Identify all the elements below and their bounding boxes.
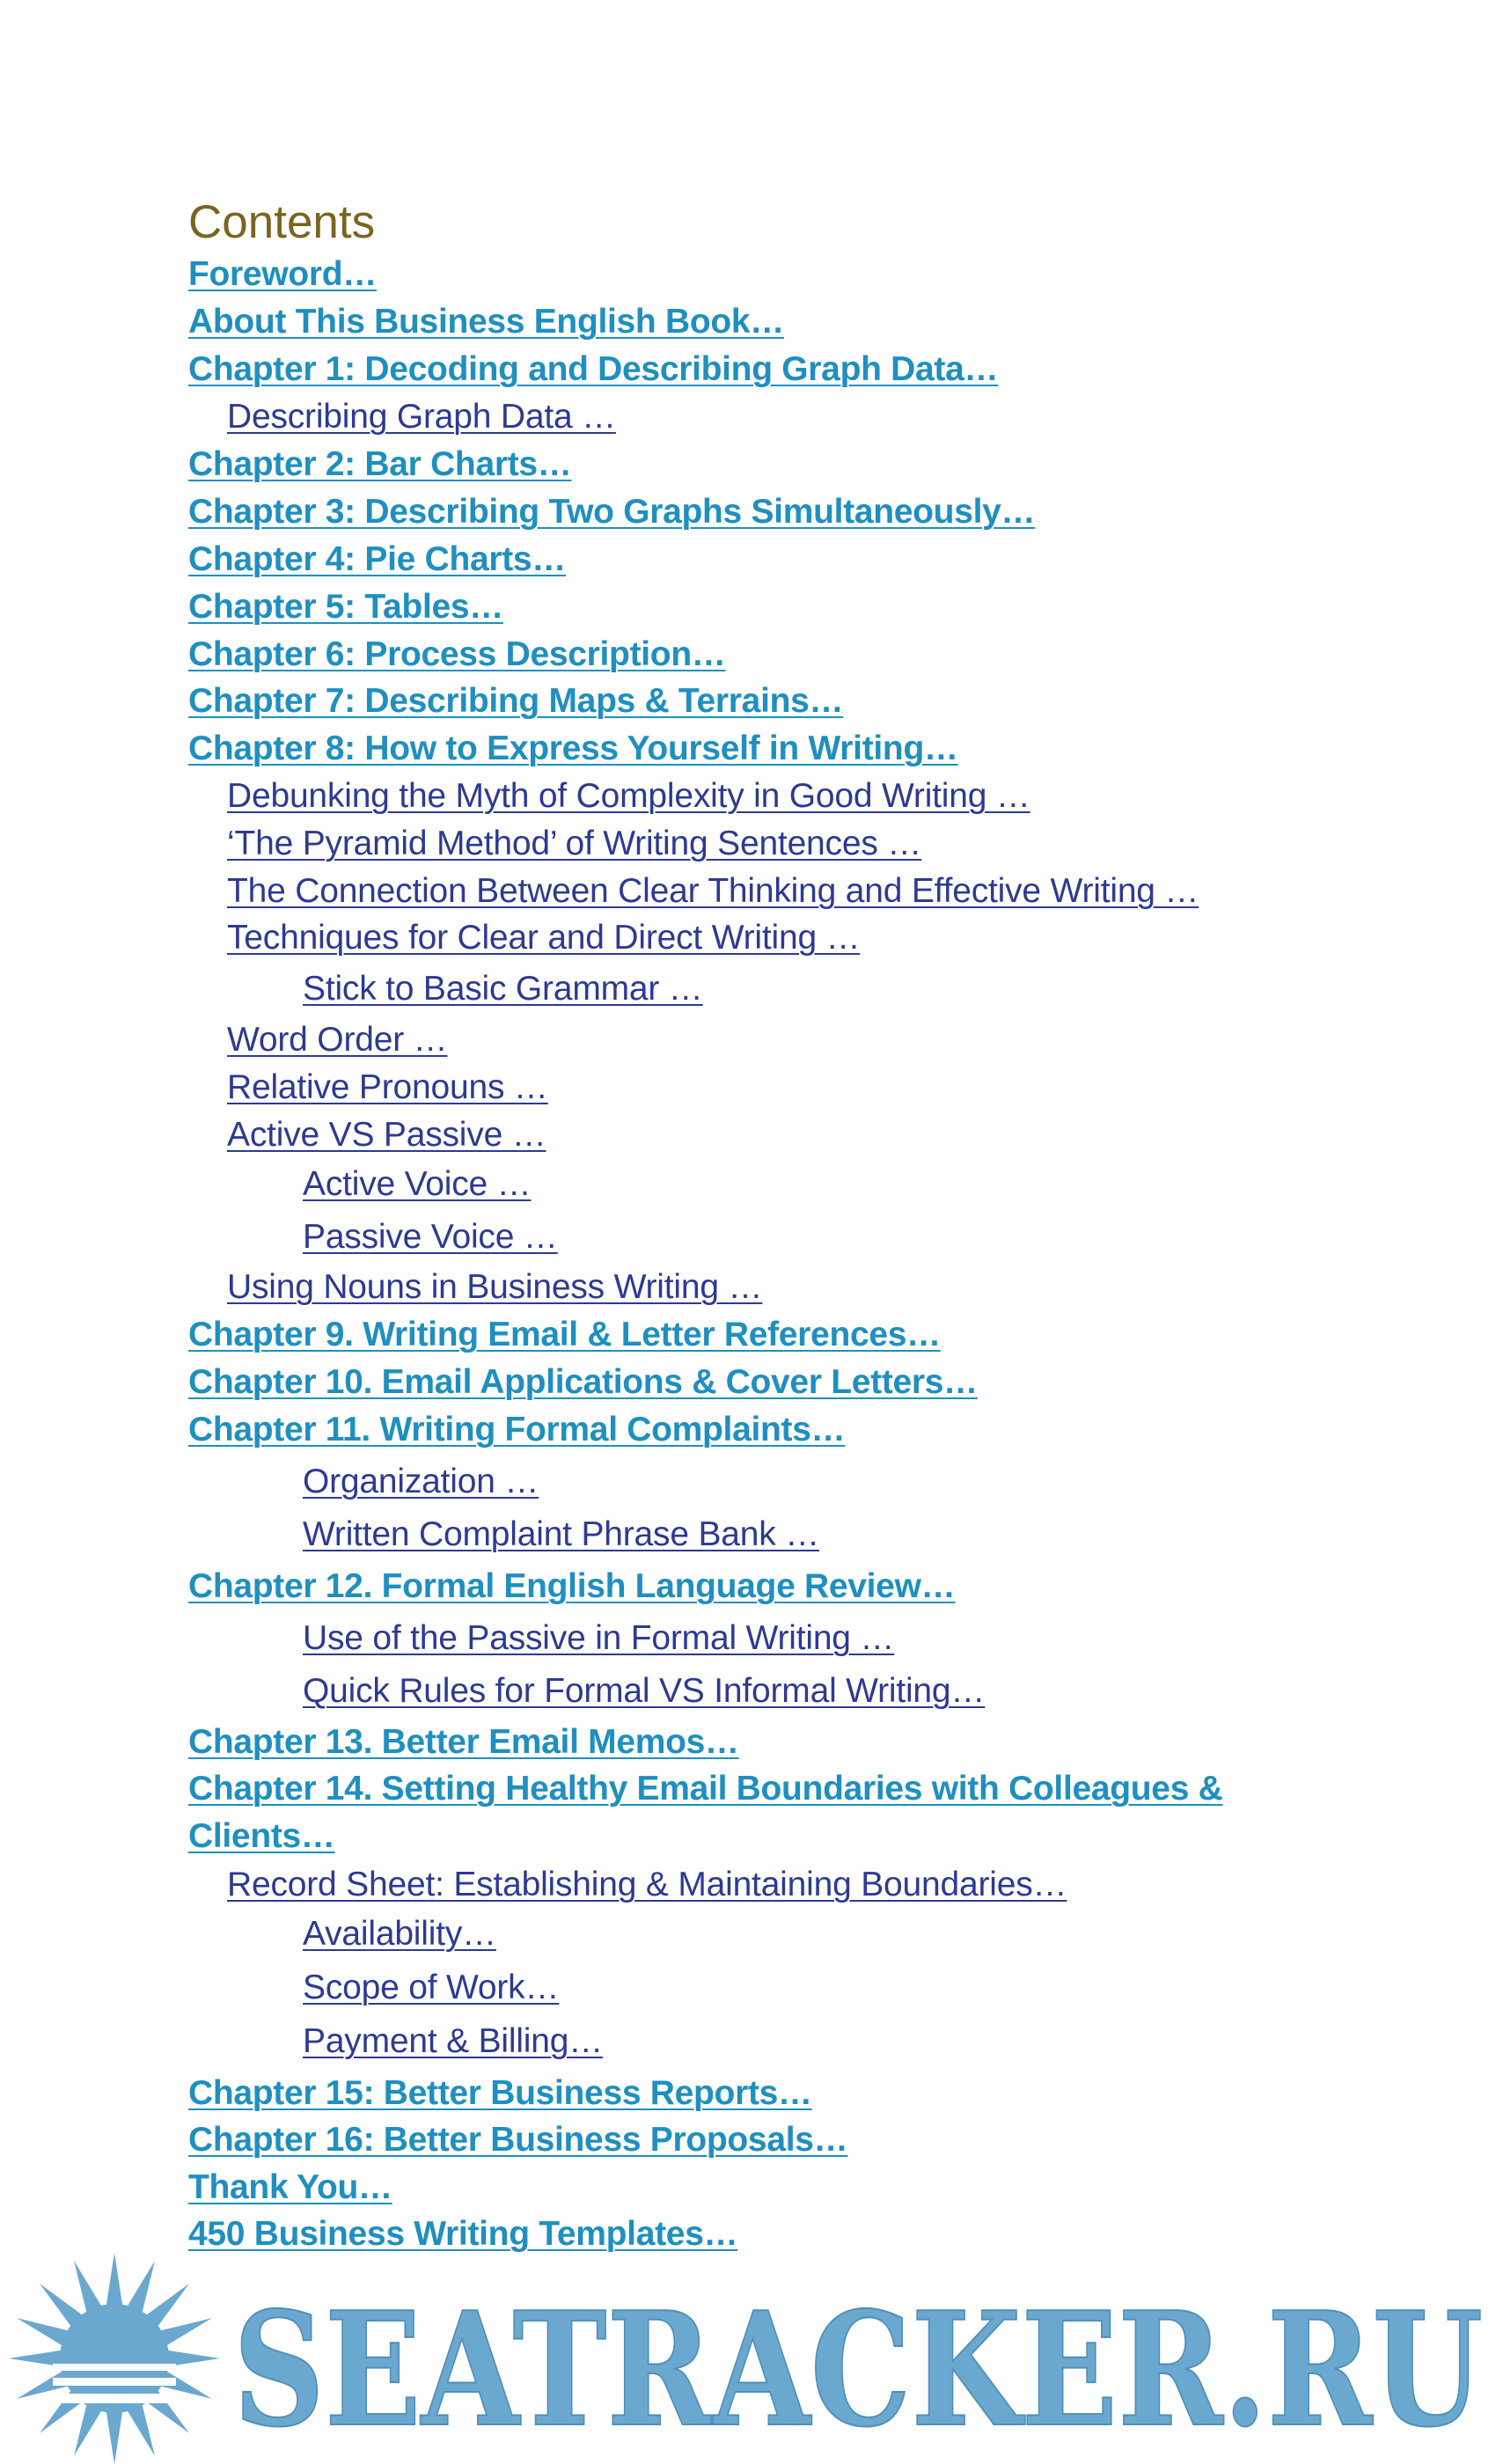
toc-link-chapter-12[interactable]: Chapter 12. Formal English Language Review… — [188, 1567, 956, 1605]
page-title: Contents — [188, 196, 376, 248]
toc-link-chapter-2[interactable]: Chapter 2: Bar Charts… — [188, 445, 572, 483]
toc-link-chapter-5[interactable]: Chapter 5: Tables… — [188, 588, 503, 626]
toc-link-chapter-14-line-1: Chapter 14. Setting Healthy Email Boundaries with Colleagues & — [188, 1770, 1223, 1808]
toc-entry — [188, 1407, 845, 1453]
toc-link-chapter-13[interactable]: Chapter 13. Better Email Memos… — [188, 1723, 739, 1761]
toc-link-chapter-8[interactable]: Chapter 8: How to Express Yourself in Writing… — [188, 730, 958, 767]
toc-entry — [227, 774, 1030, 819]
sun-logo-icon — [9, 2253, 220, 2464]
toc-entry — [227, 1862, 1067, 1908]
toc-link-chapter-14-line-2: Clients… — [188, 1817, 335, 1855]
toc-link-thank-you[interactable]: Thank You… — [188, 2168, 392, 2206]
toc-entry — [227, 821, 921, 867]
toc-link-chapter-16[interactable]: Chapter 16: Better Business Proposals… — [188, 2121, 848, 2159]
toc-link-pyramid-method[interactable]: ‘The Pyramid Method’ of Writing Sentences … — [227, 825, 922, 862]
toc-link-organization[interactable]: Organization … — [303, 1463, 539, 1500]
toc-link-record-sheet[interactable]: Record Sheet: Establishing & Maintaining Boundaries… — [227, 1866, 1067, 1903]
toc-entry — [188, 632, 726, 678]
toc-link-chapter-9[interactable]: Chapter 9. Writing Email & Letter References… — [188, 1316, 941, 1353]
toc-entry — [303, 1911, 496, 1957]
toc-link-chapter-1[interactable]: Chapter 1: Decoding and Describing Graph Data… — [188, 350, 999, 388]
toc-entry — [227, 394, 616, 440]
toc-link-formal-informal-rules[interactable]: Quick Rules for Formal VS Informal Writing… — [303, 1672, 986, 1710]
toc-link-writing-templates[interactable]: 450 Business Writing Templates… — [188, 2215, 738, 2253]
toc-entry — [188, 2165, 392, 2211]
toc-entry — [303, 1965, 559, 2011]
toc-entry — [227, 869, 1199, 914]
toc-link-passive-voice[interactable]: Passive Voice … — [303, 1218, 558, 1256]
toc-entry — [188, 1312, 941, 1358]
toc-link-active-voice[interactable]: Active Voice … — [303, 1165, 532, 1203]
toc-entry — [227, 1112, 546, 1158]
toc-entry — [303, 2019, 603, 2064]
toc-link-chapter-3[interactable]: Chapter 3: Describing Two Graphs Simultaneously… — [188, 493, 1036, 531]
toc-entry — [303, 1162, 531, 1207]
toc-link-chapter-15[interactable]: Chapter 15: Better Business Reports… — [188, 2074, 812, 2112]
toc-entry — [188, 726, 958, 772]
watermark-graphic — [0, 2235, 1496, 2464]
toc-entry — [227, 915, 860, 961]
toc-entry — [227, 1265, 762, 1310]
toc-entry — [227, 1065, 548, 1111]
toc-link-active-vs-passive[interactable]: Active VS Passive … — [227, 1116, 546, 1154]
toc-entry — [188, 1564, 955, 1610]
toc-entry — [303, 966, 703, 1012]
toc-entry — [303, 1214, 558, 1260]
toc-link-word-order[interactable]: Word Order … — [227, 1021, 448, 1059]
toc-link-clear-thinking[interactable]: The Connection Between Clear Thinking and Effective Writing … — [227, 872, 1199, 910]
toc-entry — [188, 442, 572, 488]
toc-link-availability[interactable]: Availability… — [303, 1915, 496, 1953]
toc-entry — [227, 1017, 447, 1063]
toc-entry — [188, 678, 843, 724]
toc-link-relative-pronouns[interactable]: Relative Pronouns … — [227, 1068, 548, 1106]
toc-entry — [303, 1668, 985, 1714]
toc-entry — [303, 1459, 539, 1505]
watermark-text: SEATRACKER.RU — [233, 2277, 1483, 2461]
toc-entry — [303, 1512, 819, 1558]
toc-link-scope-of-work[interactable]: Scope of Work… — [303, 1969, 560, 2006]
toc-link-chapter-7[interactable]: Chapter 7: Describing Maps & Terrains… — [188, 682, 844, 720]
toc-entry — [188, 1720, 739, 1765]
toc-entry — [303, 1616, 894, 1661]
watermark — [0, 2235, 1496, 2464]
toc-entry — [188, 2117, 847, 2163]
toc-link-techniques[interactable]: Techniques for Clear and Direct Writing … — [227, 919, 861, 957]
toc-entry — [188, 489, 1035, 535]
toc-link-foreword[interactable]: Foreword… — [188, 255, 377, 293]
toc-link-chapter-10[interactable]: Chapter 10. Email Applications & Cover Letters… — [188, 1363, 978, 1401]
toc-link-debunking-myth[interactable]: Debunking the Myth of Complexity in Good Writing … — [227, 777, 1030, 815]
toc-link-chapter-14[interactable] — [188, 1766, 1223, 1859]
toc-entry — [188, 299, 784, 345]
toc-link-complaint-phrase-bank[interactable]: Written Complaint Phrase Bank … — [303, 1515, 819, 1553]
toc-entry — [188, 584, 503, 630]
toc-entry — [188, 2071, 812, 2116]
toc-link-about-book[interactable]: About This Business English Book… — [188, 303, 784, 341]
toc-link-using-nouns[interactable]: Using Nouns in Business Writing … — [227, 1268, 763, 1306]
toc-link-payment-billing[interactable]: Payment & Billing… — [303, 2022, 604, 2060]
toc-link-chapter-6[interactable]: Chapter 6: Process Description… — [188, 635, 726, 673]
toc-entry — [188, 252, 377, 297]
toc-entry — [188, 1360, 978, 1405]
toc-link-passive-formal[interactable]: Use of the Passive in Formal Writing … — [303, 1619, 895, 1657]
toc-link-basic-grammar[interactable]: Stick to Basic Grammar … — [303, 970, 703, 1008]
toc-link-describing-graph-data[interactable]: Describing Graph Data … — [227, 398, 616, 436]
toc-link-chapter-4[interactable]: Chapter 4: Pie Charts… — [188, 540, 567, 578]
toc-entry — [188, 1766, 1223, 1859]
toc-entry — [188, 347, 998, 392]
toc-entry — [188, 537, 566, 583]
toc-link-chapter-11[interactable]: Chapter 11. Writing Formal Complaints… — [188, 1411, 846, 1448]
